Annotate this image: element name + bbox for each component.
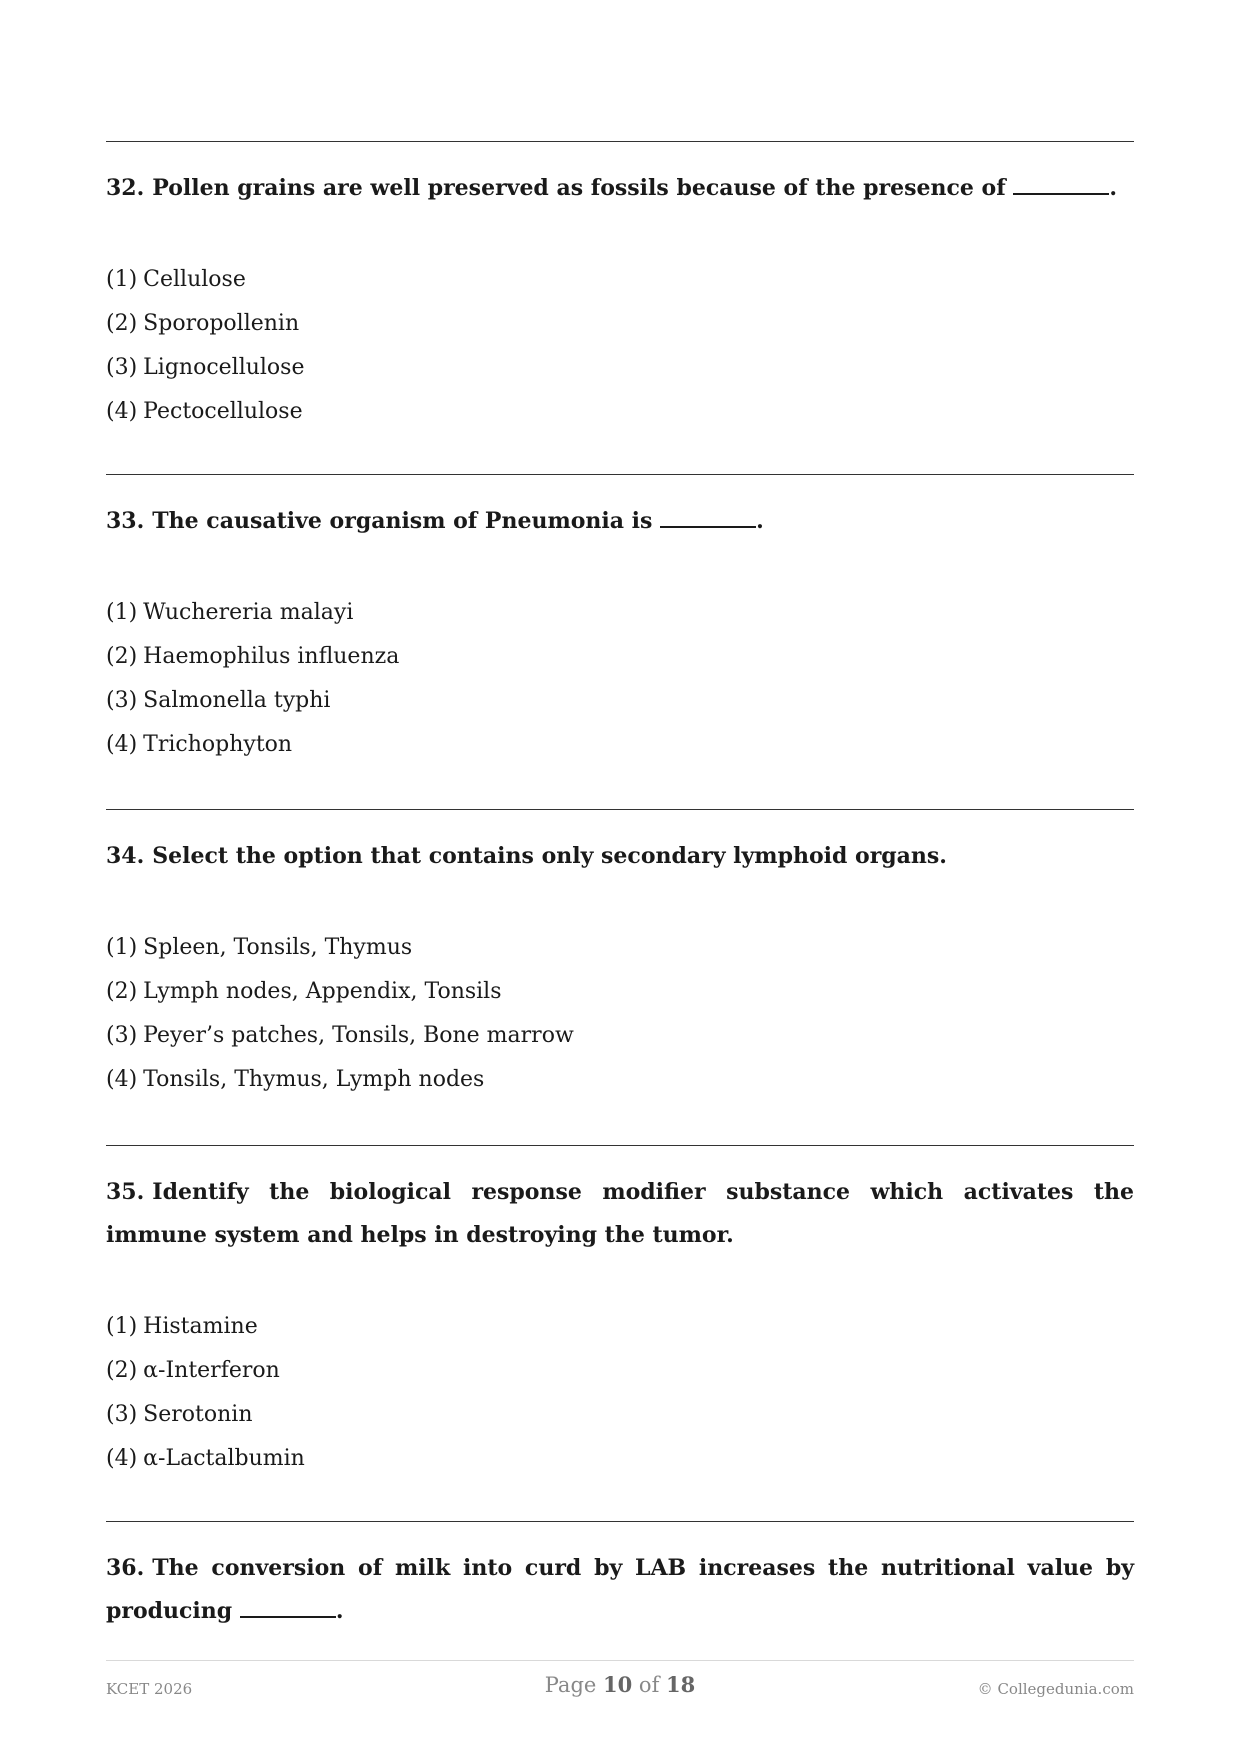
option [106,679,1134,723]
option-text: Histamine [143,1314,258,1339]
answer-blank [240,1596,336,1618]
option-mark: (3) [106,1023,138,1048]
option-text: α-Interferon [143,1358,280,1383]
question-number: 34. [106,843,145,869]
option [106,258,1134,302]
question-divider [106,809,1134,810]
question-35 [106,1171,1134,1257]
option-mark: (2) [106,979,138,1004]
options-34 [106,926,1134,1102]
option-mark: (2) [106,644,138,669]
option-text: Serotonin [143,1402,253,1427]
option-mark: (4) [106,1067,138,1092]
question-number: 36. [106,1555,145,1581]
option-mark: (1) [106,1314,138,1339]
question-divider [106,1145,1134,1146]
option-mark: (4) [106,732,138,757]
option [106,1058,1134,1102]
option-text: Salmonella typhi [143,688,331,713]
option-text: Pectocellulose [143,399,303,424]
footer-copyright: © Collegedunia.com [977,1680,1134,1698]
question-text: Select the option that contains only secondary lymphoid organs. [152,843,947,869]
option-text: Spleen, Tonsils, Thymus [143,935,413,960]
option-text: Peyer’s patches, Tonsils, Bone marrow [143,1023,574,1048]
option-mark: (1) [106,267,138,292]
option [106,302,1134,346]
question-32 [106,167,1134,210]
answer-blank [1013,173,1109,195]
question-34 [106,835,1134,878]
option-text: Haemophilus influenza [143,644,400,669]
option-mark: (4) [106,1446,138,1471]
exam-page [106,0,1134,1754]
question-33 [106,500,1134,543]
question-number: 33. [106,508,145,534]
option-text: Wuchereria malayi [143,600,354,625]
footer-exam-name: KCET 2026 [106,1680,193,1698]
option-text: Lignocellulose [143,355,305,380]
option [106,390,1134,434]
option [106,970,1134,1014]
question-tail: . [335,1598,344,1624]
options-32 [106,258,1134,434]
answer-blank [660,506,756,528]
option-text: Sporopollenin [143,311,300,336]
option [106,635,1134,679]
page-total: 18 [666,1672,696,1697]
option-text: Tonsils, Thymus, Lymph nodes [143,1067,485,1092]
option [106,1393,1134,1437]
question-number: 35. [106,1179,145,1205]
option-mark: (4) [106,399,138,424]
option [106,1437,1134,1481]
option [106,1305,1134,1349]
option-mark: (2) [106,1358,138,1383]
question-divider [106,141,1134,142]
question-tail: . [756,508,764,534]
option [106,1349,1134,1393]
options-35 [106,1305,1134,1481]
option [106,1014,1134,1058]
option-text: Trichophyton [143,732,293,757]
option-mark: (3) [106,1402,138,1427]
option [106,346,1134,390]
option [106,723,1134,767]
option [106,926,1134,970]
option-mark: (1) [106,600,138,625]
page-current: 10 [603,1672,633,1697]
options-33 [106,591,1134,767]
question-divider [106,474,1134,475]
option-mark: (3) [106,688,138,713]
question-number: 32. [106,175,145,201]
question-text: The causative organism of Pneumonia is [152,508,653,534]
option-mark: (3) [106,355,138,380]
option-text: α-Lactalbumin [143,1446,305,1471]
option-text: Cellulose [143,267,246,292]
question-text: Identify the biological response modifier substance which activates the immune system and helps in destroying the tumor. [106,1179,1134,1248]
question-text: Pollen grains are well preserved as fossils because of the presence of [152,175,1006,201]
option-mark: (2) [106,311,138,336]
option-mark: (1) [106,935,138,960]
question-text: The conversion of milk into curd by LAB increases the nutritional value by producing [106,1555,1134,1624]
question-36 [106,1547,1134,1633]
page-of: of [638,1673,660,1697]
question-tail: . [1109,175,1118,201]
option [106,591,1134,635]
option-text: Lymph nodes, Appendix, Tonsils [143,979,502,1004]
footer-divider [106,1660,1134,1661]
question-divider [106,1521,1134,1522]
page-label: Page [544,1673,597,1697]
